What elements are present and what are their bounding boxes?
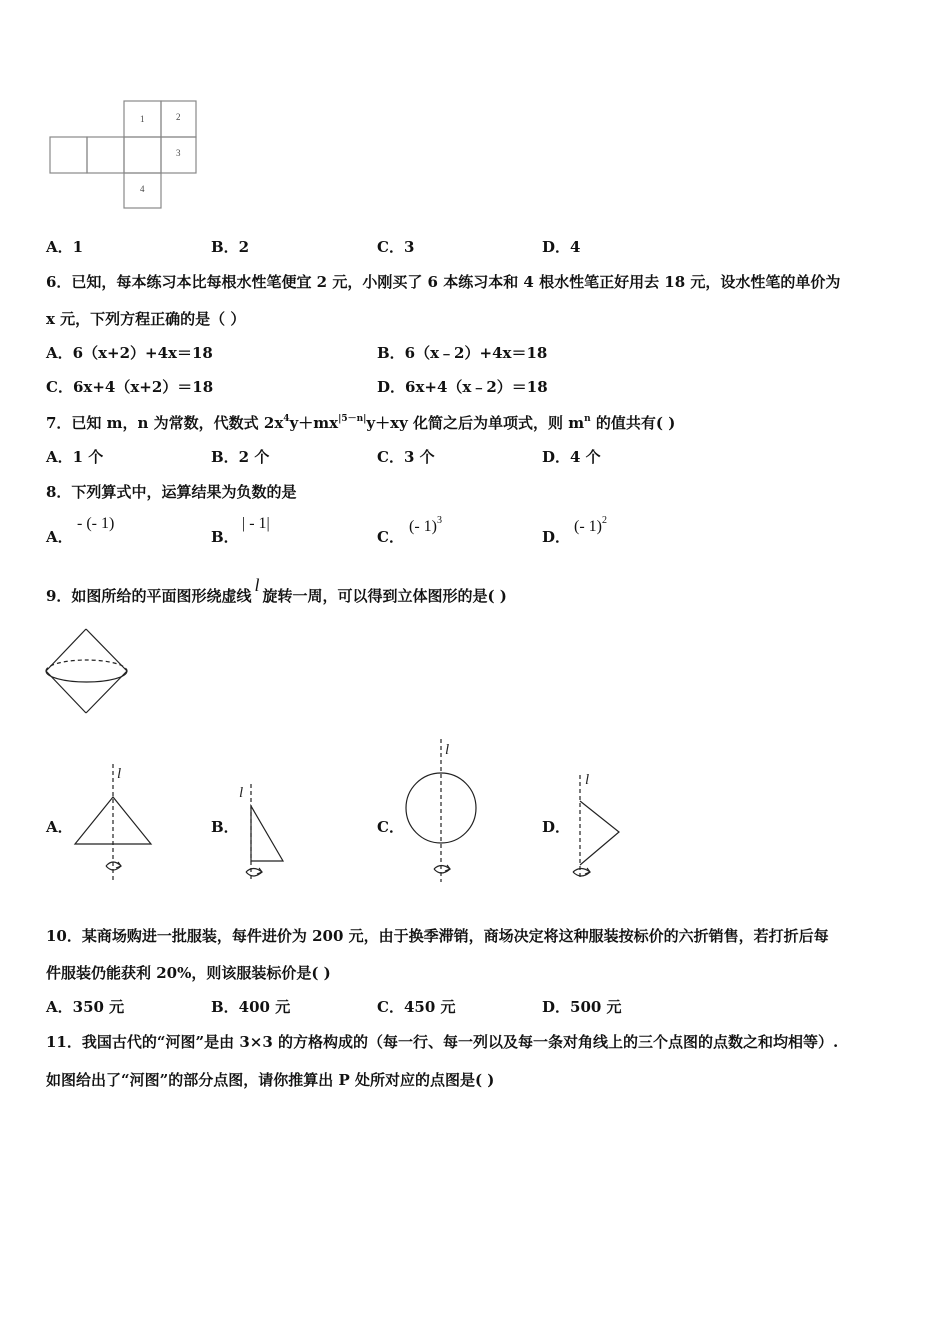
q9-axis-label-c: l <box>445 742 450 758</box>
q6-option-c[interactable]: C．6x+4（x+2）＝18 <box>46 378 214 396</box>
q7-option-b[interactable]: B．2 个 <box>211 448 270 466</box>
q10-option-c[interactable]: C．450 元 <box>377 998 456 1016</box>
q5-option-d[interactable]: D．4 <box>542 238 581 256</box>
q10-stem-line1: 10．某商场购进一批服装，每件进价为 200 元，由于换季滞销，商场决定将这种服装按标价的六折销售，若打折后每 <box>46 927 829 945</box>
q10-option-a[interactable]: A．350 元 <box>46 998 125 1016</box>
q8-expr-b: | - 1| <box>242 515 270 532</box>
q9-label-c[interactable]: C． <box>377 818 404 836</box>
q11-stem-line2: 如图给出了“河图”的部分点图，请你推算出 P 处所对应的点图是( ) <box>46 1071 495 1089</box>
q5-option-a[interactable]: A．1 <box>46 238 84 256</box>
q9-label-a[interactable]: A． <box>46 818 73 836</box>
q8-expr-d: (- 1) <box>574 518 602 535</box>
q9-figure-d <box>573 775 619 880</box>
q7-exponent-n: n <box>584 414 591 424</box>
q10-stem-line2: 件服装仍能获利 20%，则该服装标价是( ) <box>46 964 331 982</box>
q7-option-a[interactable]: A．1 个 <box>46 448 104 466</box>
q7-stem-prefix: 7．已知 m，n 为常数，代数式 2x <box>46 414 284 432</box>
q6-stem-line1: 6．已知，每本练习本比每根水性笔便宜 2 元，小刚买了 6 本练习本和 4 根水性笔正好用去 18 元，设水性笔的单价为 <box>46 273 841 291</box>
q6-option-a[interactable]: A．6（x+2）+4x＝18 <box>46 344 213 362</box>
q7-stem-mid1: y＋mx <box>289 414 339 432</box>
q9-label-b[interactable]: B． <box>211 818 239 836</box>
net-label-4: 4 <box>140 184 145 194</box>
q9-figure-b <box>246 784 283 880</box>
q8-label-a[interactable]: A． <box>46 528 73 546</box>
q8-label-d[interactable]: D． <box>542 528 571 546</box>
q9-axis-label-a: l <box>117 766 122 782</box>
q6-option-b[interactable]: B．6（x﹣2）+4x＝18 <box>377 344 548 362</box>
q9-label-d[interactable]: D． <box>542 818 571 836</box>
q9-axis-label-b: l <box>239 785 244 801</box>
q9-axis-symbol: l <box>254 575 260 595</box>
net-label-3: 3 <box>176 148 181 158</box>
q9-figure-a <box>75 764 151 882</box>
q7-exponent-4: 4 <box>283 414 290 424</box>
q10-option-b[interactable]: B．400 元 <box>211 998 291 1016</box>
q8-label-c[interactable]: C． <box>377 528 404 546</box>
q9-axis-label-d: l <box>585 772 590 788</box>
q7-stem-mid2: y＋xy 化简之后为单项式，则 m <box>366 414 585 432</box>
q7-option-d[interactable]: D．4 个 <box>542 448 601 466</box>
q6-stem-line2: x 元，下列方程正确的是（ ） <box>46 310 246 328</box>
q8-exponent-c: 3 <box>436 515 442 526</box>
q10-option-d[interactable]: D．500 元 <box>542 998 622 1016</box>
q6-option-d[interactable]: D．6x+4（x﹣2）＝18 <box>377 378 548 396</box>
q8-expr-a: - (- 1) <box>77 515 115 532</box>
q8-exponent-d: 2 <box>601 515 607 526</box>
q9-stem-after: 旋转一周，可以得到立体图形的是( ) <box>262 587 507 605</box>
q11-stem-line1: 11．我国古代的“河图”是由 3×3 的方格构成的（每一行、每一列以及每一条对角线上的三个点图的点数之和均相等）. <box>46 1033 839 1051</box>
q8-expr-c: (- 1) <box>409 518 437 535</box>
q5-option-b[interactable]: B．2 <box>211 238 250 256</box>
q5-option-c[interactable]: C．3 <box>377 238 415 256</box>
q8-label-b[interactable]: B． <box>211 528 239 546</box>
q7-exponent-abs: |5－n| <box>338 414 367 424</box>
q7-option-c[interactable]: C．3 个 <box>377 448 435 466</box>
q9-stem-before: 9．如图所给的平面图形绕虚线 <box>46 587 252 605</box>
net-label-1: 1 <box>140 114 145 124</box>
q9-figure-c <box>406 739 476 882</box>
q8-stem: 8．下列算式中，运算结果为负数的是 <box>46 483 297 501</box>
q7-stem-suffix: 的值共有( ) <box>590 414 676 432</box>
net-label-2: 2 <box>176 112 181 122</box>
